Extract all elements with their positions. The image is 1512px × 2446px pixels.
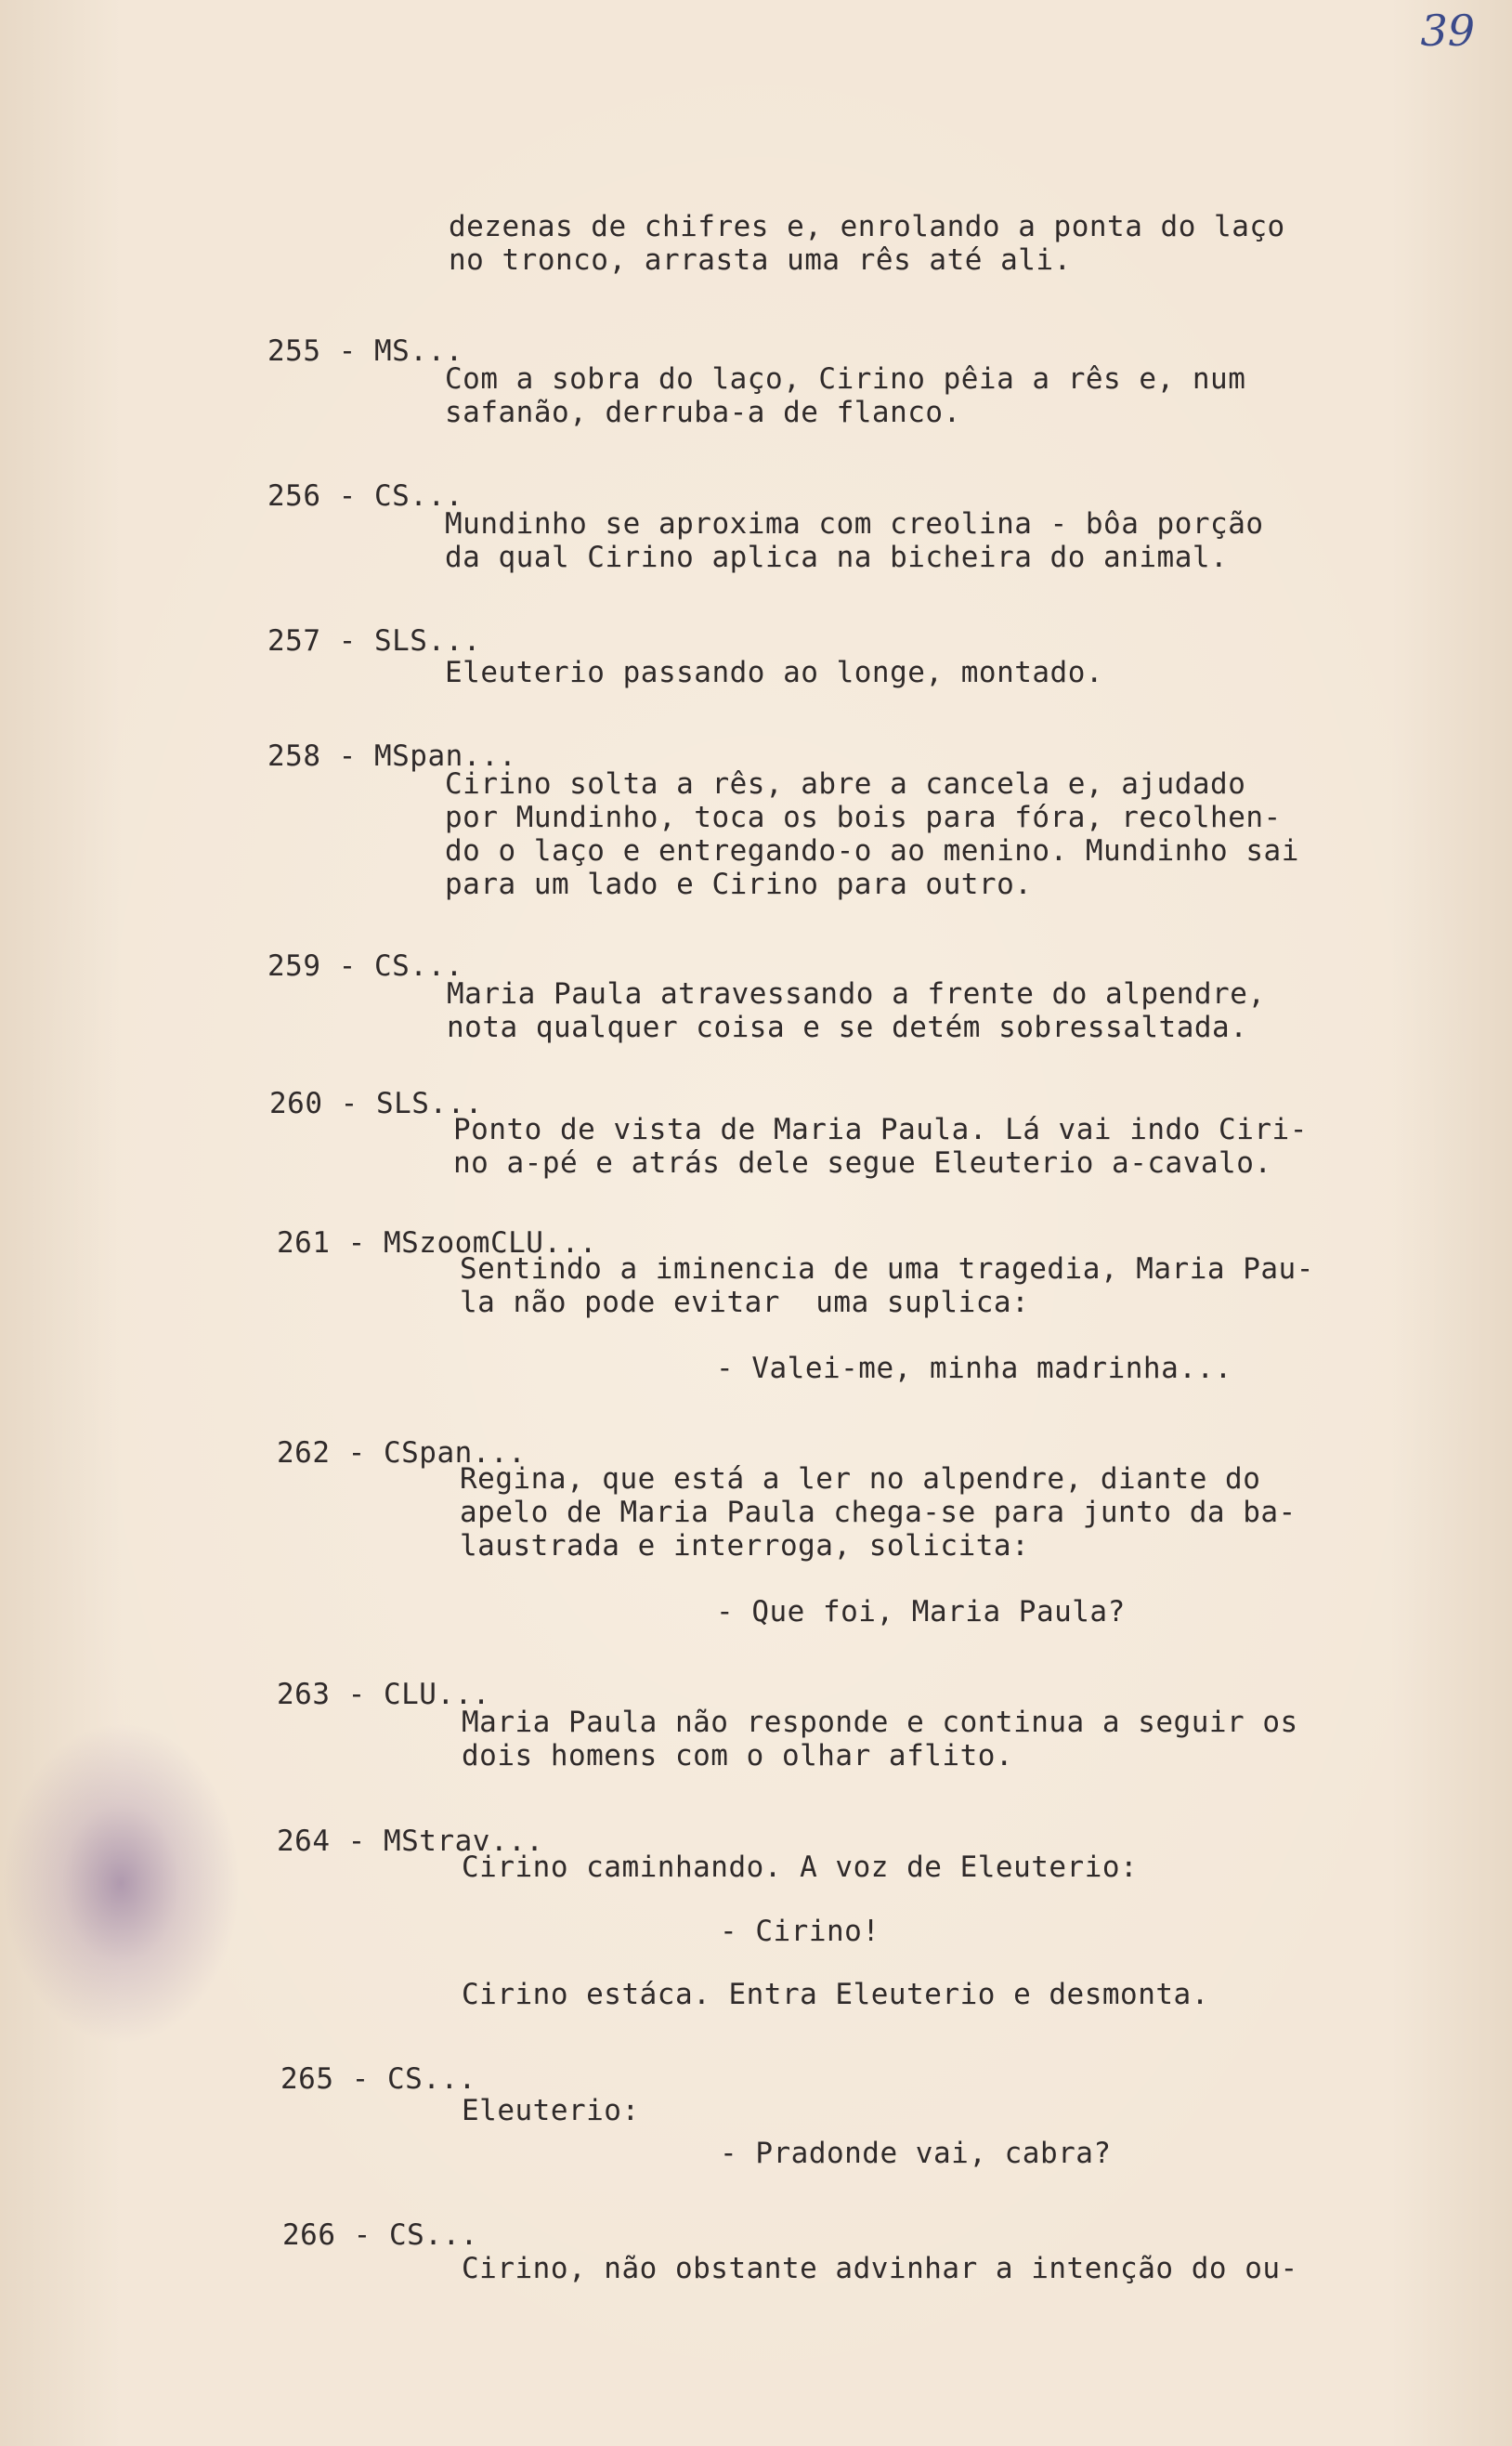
shot-line: do o laço e entregando-o ao menino. Mundinho sai <box>445 834 1299 868</box>
shot-line: laustrada e interroga, solicita: <box>460 1529 1030 1563</box>
shot-header: 263 - CLU... <box>277 1678 490 1711</box>
shot-line: apelo de Maria Paula chega-se para junto da ba- <box>460 1496 1297 1529</box>
shot-line: dois homens com o olhar aflito. <box>462 1739 1014 1772</box>
shot-line: Regina, que está a ler no alpendre, diante do <box>460 1462 1261 1496</box>
dialogue-line: - Valei-me, minha madrinha... <box>716 1352 1232 1385</box>
continuation-line: no tronco, arrasta uma rês até ali. <box>449 243 1072 277</box>
shot-header: 259 - CS... <box>267 949 463 983</box>
shot-line: safanão, derruba-a de flanco. <box>445 396 961 429</box>
shot-line: Sentindo a iminencia de uma tragedia, Maria Pau- <box>460 1252 1314 1286</box>
page-number: 39 <box>1420 6 1475 56</box>
shot-header: 256 - CS... <box>267 479 463 513</box>
shot-header: 265 - CS... <box>280 2062 476 2096</box>
shot-line: por Mundinho, toca os bois para fóra, recolhen- <box>445 801 1282 834</box>
shot-line: Eleuterio: <box>462 2094 640 2127</box>
shot-line: Cirino caminhando. A voz de Eleuterio: <box>462 1851 1139 1884</box>
shot-header: 266 - CS... <box>282 2218 478 2252</box>
shot-line: no a-pé e atrás dele segue Eleuterio a-cavalo. <box>453 1146 1272 1180</box>
shot-line: Maria Paula atravessando a frente do alpendre, <box>447 977 1266 1011</box>
shot-header: 260 - SLS... <box>269 1087 483 1120</box>
shot-header: 264 - MStrav... <box>277 1825 544 1858</box>
shot-line: nota qualquer coisa e se detém sobressaltada. <box>447 1011 1248 1044</box>
shot-header: 255 - MS... <box>267 334 463 368</box>
shot-line: Cirino, não obstante advinhar a intenção do ou- <box>462 2252 1298 2285</box>
dialogue-line: - Que foi, Maria Paula? <box>716 1595 1126 1628</box>
shot-line: Mundinho se aproxima com creolina - bôa porção <box>445 507 1264 541</box>
shot-line: Com a sobra do laço, Cirino pêia a rês e, num <box>445 362 1246 396</box>
shot-line: Cirino solta a rês, abre a cancela e, ajudado <box>445 767 1246 801</box>
shot-header: 262 - CSpan... <box>277 1436 527 1470</box>
shot-header: 257 - SLS... <box>267 624 481 658</box>
shot-line: la não pode evitar uma suplica: <box>460 1286 1030 1319</box>
shot-line: Ponto de vista de Maria Paula. Lá vai indo Ciri- <box>453 1113 1308 1146</box>
shot-header: 261 - MSzoomCLU... <box>277 1226 597 1260</box>
continuation-line: dezenas de chifres e, enrolando a ponta do laço <box>449 210 1285 243</box>
shot-header: 258 - MSpan... <box>267 739 517 773</box>
dialogue-line: - Pradonde vai, cabra? <box>720 2137 1112 2170</box>
shot-line: Eleuterio passando ao longe, montado. <box>445 656 1104 689</box>
shot-line: Cirino estáca. Entra Eleuterio e desmonta. <box>462 1978 1209 2011</box>
shot-line: da qual Cirino aplica na bicheira do animal. <box>445 541 1229 574</box>
shot-line: Maria Paula não responde e continua a seguir os <box>462 1706 1298 1739</box>
dialogue-line: - Cirino! <box>720 1915 880 1948</box>
shot-line: para um lado e Cirino para outro. <box>445 868 1033 901</box>
